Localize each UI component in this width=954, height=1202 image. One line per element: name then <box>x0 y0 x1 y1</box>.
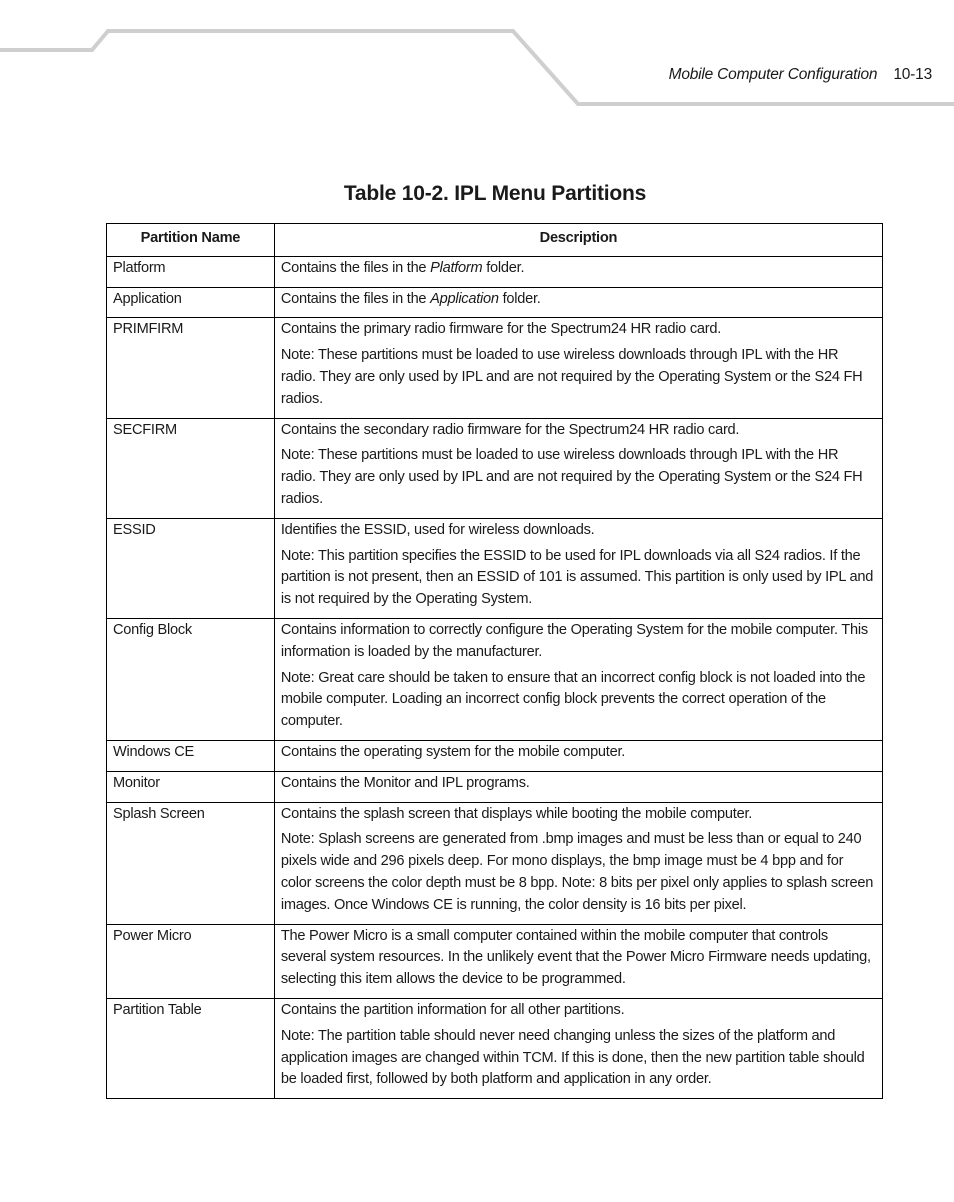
description-cell <box>274 287 882 318</box>
partition-name-cell: Application <box>107 287 275 318</box>
page-number: 10-13 <box>893 66 932 83</box>
description-text: Contains the operating system for the mobile computer. <box>280 743 626 760</box>
description-paragraph <box>281 773 876 795</box>
description-text: Contains the partition information for all other partitions. <box>280 1001 625 1018</box>
column-header-partition-name: Partition Name <box>107 224 275 257</box>
description-paragraph <box>281 1026 876 1091</box>
description-text: Note: These partitions must be loaded to use wireless downloads through IPL with the HR radio. They are only used by IPL and are not required by the Operating System or the S24 FH radios. <box>280 447 863 507</box>
description-paragraph <box>281 742 876 764</box>
description-cell <box>274 924 882 998</box>
description-paragraph <box>281 319 876 341</box>
description-paragraph <box>281 445 876 510</box>
table-row <box>107 618 883 740</box>
description-text: Identifies the ESSID, used for wireless downloads. <box>280 521 595 538</box>
table-row <box>107 740 883 771</box>
table-row <box>107 924 883 998</box>
description-paragraph <box>281 620 876 664</box>
ipl-partitions-table <box>106 223 883 1099</box>
description-paragraph <box>281 1000 876 1022</box>
description-text: Note: Splash screens are generated from .bmp images and must be less than or equal to 240 pixels wide and 296 pixels deep. For mono displays, the bmp image must be 4 bpp and for color screens the color depth must be 8 bpp. Note: 8 bits per pixel only applies to splash screen images. Once Windows CE is running, the color density is 16 bits per pixel. <box>280 831 874 913</box>
table-row <box>107 318 883 418</box>
description-paragraph <box>281 345 876 410</box>
table-row <box>107 518 883 618</box>
partition-name-cell: Partition Table <box>107 998 275 1098</box>
description-text-suffix: folder. <box>482 259 525 276</box>
header-rule-decoration <box>0 0 954 110</box>
description-text: Contains the files in the <box>280 290 431 307</box>
column-header-description: Description <box>274 224 882 257</box>
description-cell <box>274 802 882 924</box>
table-row <box>107 998 883 1098</box>
description-paragraph <box>281 804 876 826</box>
description-cell <box>274 518 882 618</box>
table-title: Table 10-2. IPL Menu Partitions <box>343 182 647 205</box>
description-text: Contains the primary radio firmware for the Spectrum24 HR radio card. <box>280 321 722 338</box>
description-cell <box>274 618 882 740</box>
folder-name-emphasis: Application <box>430 290 499 307</box>
table-row <box>107 802 883 924</box>
description-paragraph <box>281 520 876 542</box>
description-text: Contains the secondary radio firmware for the Spectrum24 HR radio card. <box>280 421 740 438</box>
partition-name-cell: SECFIRM <box>107 418 275 518</box>
description-paragraph <box>281 829 876 916</box>
partition-name-cell: Windows CE <box>107 740 275 771</box>
partition-name-cell: Platform <box>107 256 275 287</box>
description-text: Note: The partition table should never need changing unless the sizes of the platform and application images are changed within TCM. If this is done, then the new partition table should be loaded first, followed by both platform and application in any order. <box>280 1027 865 1088</box>
description-text: The Power Micro is a small computer contained within the mobile computer that controls several system resources. In the unlikely event that the Power Micro Firmware needs updating, selecting this item allows the device to be programmed. <box>280 927 871 988</box>
description-text: Note: These partitions must be loaded to use wireless downloads through IPL with the HR radio. They are only used by IPL and are not required by the Operating System or the S24 FH radios. <box>280 347 863 407</box>
partition-name-cell: Power Micro <box>107 924 275 998</box>
description-cell <box>274 418 882 518</box>
description-text: Note: Great care should be taken to ensure that an incorrect config block is not loaded into the mobile computer. Loading an incorrect config block prevents the correct operation of the computer. <box>280 669 866 730</box>
description-text: Contains the Monitor and IPL programs. <box>280 774 530 791</box>
description-paragraph <box>281 258 876 280</box>
description-paragraph <box>281 668 876 733</box>
description-text: Contains the files in the <box>280 259 431 276</box>
running-header <box>669 66 932 84</box>
folder-name-emphasis: Platform <box>430 259 483 276</box>
table-body <box>107 256 883 1098</box>
table-row <box>107 771 883 802</box>
table-row <box>107 256 883 287</box>
partition-name-cell: Splash Screen <box>107 802 275 924</box>
description-text-suffix: folder. <box>498 290 541 307</box>
partition-name-cell: PRIMFIRM <box>107 318 275 418</box>
partition-name-cell: ESSID <box>107 518 275 618</box>
description-cell <box>274 998 882 1098</box>
description-text: Contains the splash screen that displays while booting the mobile computer. <box>280 805 753 822</box>
description-text: Note: This partition specifies the ESSID to be used for IPL downloads via all S24 radios. If the partition is not present, then an ESSID of 101 is assumed. This partition is only used by IPL and is not required by the Operating System. <box>280 547 874 608</box>
partition-name-cell: Config Block <box>107 618 275 740</box>
table-header-row <box>107 224 883 257</box>
description-paragraph <box>281 546 876 611</box>
description-paragraph <box>281 289 876 311</box>
description-cell <box>274 771 882 802</box>
description-paragraph <box>281 420 876 442</box>
header-section-title: Mobile Computer Configuration <box>668 66 878 83</box>
table-row <box>107 287 883 318</box>
description-text: Contains information to correctly configure the Operating System for the mobile computer. This information is loaded by the manufacturer. <box>280 621 868 660</box>
description-cell <box>274 318 882 418</box>
partition-name-cell: Monitor <box>107 771 275 802</box>
description-cell <box>274 256 882 287</box>
table-row <box>107 418 883 518</box>
description-cell <box>274 740 882 771</box>
description-paragraph <box>281 926 876 991</box>
